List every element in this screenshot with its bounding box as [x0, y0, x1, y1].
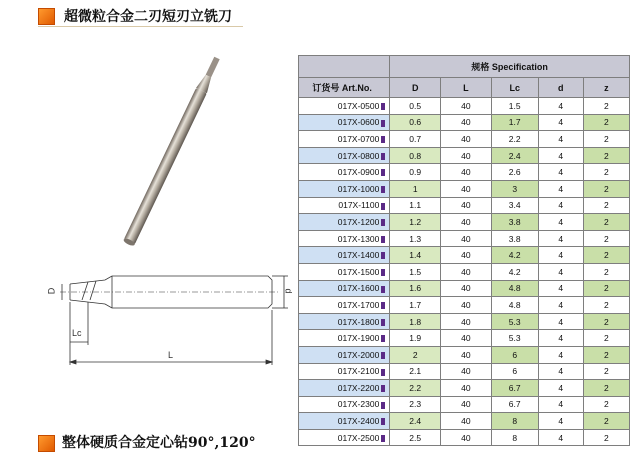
- art-no-text: 017X-0600: [337, 117, 380, 128]
- table-cell: 0.6: [390, 114, 441, 131]
- table-cell: 4: [538, 147, 583, 164]
- table-cell: 2: [583, 363, 629, 380]
- table-row: [299, 247, 630, 264]
- table-cell: 1.4: [390, 247, 441, 264]
- marker-icon: [381, 402, 385, 409]
- table-row: [299, 297, 630, 314]
- marker-icon: [381, 302, 385, 309]
- table-cell: 2.3: [390, 396, 441, 413]
- art-no-cell: [299, 413, 390, 430]
- table-row: [299, 230, 630, 247]
- table-row: [299, 313, 630, 330]
- table-cell: 4: [538, 396, 583, 413]
- marker-icon: [381, 385, 385, 392]
- page-title: 超微粒合金二刃短刃立铣刀: [64, 9, 232, 25]
- table-cell: 6: [491, 363, 538, 380]
- art-no-cell: [299, 297, 390, 314]
- table-cell: 4.2: [491, 263, 538, 280]
- art-no-cell: [299, 164, 390, 181]
- table-cell: 4: [538, 263, 583, 280]
- art-no-text: 017X-1300: [337, 233, 380, 244]
- dim-label-D: D: [46, 287, 57, 295]
- dim-label-d: d: [283, 288, 294, 294]
- table-cell: 4: [538, 330, 583, 347]
- table-cell: 2: [583, 180, 629, 197]
- table-cell: 2.4: [491, 147, 538, 164]
- table-cell: 4: [538, 297, 583, 314]
- art-no-text: 017X-2300: [337, 399, 380, 410]
- table-cell: 2: [583, 147, 629, 164]
- table-cell: 40: [441, 330, 491, 347]
- table-cell: 8: [491, 429, 538, 446]
- art-no-text: 017X-0700: [337, 133, 380, 144]
- art-no-text: 017X-0900: [337, 167, 380, 178]
- table-cell: 40: [441, 396, 491, 413]
- table-cell: 1: [390, 180, 441, 197]
- art-no-text: 017X-0800: [337, 150, 380, 161]
- marker-icon: [381, 219, 385, 226]
- marker-icon: [381, 203, 385, 210]
- art-no-text: 017X-2200: [337, 382, 380, 393]
- table-cell: 4: [538, 214, 583, 231]
- dim-label-L: L: [168, 350, 174, 360]
- table-cell: 4: [538, 413, 583, 430]
- spec-header: 规格 Specification: [390, 56, 630, 78]
- table-cell: 6.7: [491, 380, 538, 397]
- spec-table: [298, 55, 630, 446]
- table-cell: 4: [538, 346, 583, 363]
- table-cell: 4: [538, 114, 583, 131]
- table-cell: 2: [583, 131, 629, 148]
- table-cell: 2.2: [390, 380, 441, 397]
- art-no-text: 017X-0500: [337, 100, 380, 111]
- art-no-cell: [299, 98, 390, 115]
- table-cell: 40: [441, 280, 491, 297]
- table-cell: 6.7: [491, 396, 538, 413]
- art-no-cell: [299, 247, 390, 264]
- end-mill-tip: [206, 57, 220, 78]
- col-header-D: D: [390, 78, 441, 98]
- table-cell: 40: [441, 230, 491, 247]
- technical-drawing: [60, 276, 288, 365]
- art-no-text: 017X-2100: [337, 366, 380, 377]
- table-cell: 40: [441, 147, 491, 164]
- section-bullet-icon-2: [38, 435, 55, 452]
- table-cell: 1.1: [390, 197, 441, 214]
- art-no-cell: [299, 363, 390, 380]
- art-no-cell: [299, 346, 390, 363]
- art-no-cell: [299, 114, 390, 131]
- table-cell: 2: [583, 247, 629, 264]
- table-cell: 4.8: [491, 280, 538, 297]
- table-cell: 1.5: [390, 263, 441, 280]
- table-cell: 2: [583, 413, 629, 430]
- marker-icon: [381, 269, 385, 276]
- art-no-text: 017X-2000: [337, 349, 380, 360]
- art-no-cell: [299, 330, 390, 347]
- table-cell: 1.8: [390, 313, 441, 330]
- table-row: [299, 380, 630, 397]
- col-header-Lc: Lc: [491, 78, 538, 98]
- table-cell: 40: [441, 214, 491, 231]
- table-cell: 2: [583, 98, 629, 115]
- table-row: [299, 396, 630, 413]
- table-row: [299, 164, 630, 181]
- art-no-cell: [299, 396, 390, 413]
- marker-icon: [381, 103, 385, 110]
- art-no-cell: [299, 214, 390, 231]
- table-cell: 4: [538, 230, 583, 247]
- table-cell: 40: [441, 363, 491, 380]
- table-cell: 2: [583, 380, 629, 397]
- table-cell: 4: [538, 429, 583, 446]
- marker-icon: [381, 186, 385, 193]
- table-cell: 4: [538, 197, 583, 214]
- spec-header-empty: [299, 56, 390, 78]
- art-no-text: 017X-1000: [337, 183, 380, 194]
- table-cell: 40: [441, 263, 491, 280]
- table-cell: 40: [441, 380, 491, 397]
- col-header-d: d: [538, 78, 583, 98]
- table-cell: 3.8: [491, 214, 538, 231]
- table-cell: 5.3: [491, 313, 538, 330]
- art-no-cell: [299, 230, 390, 247]
- table-cell: 1.9: [390, 330, 441, 347]
- table-cell: 2: [583, 214, 629, 231]
- table-row: [299, 147, 630, 164]
- art-no-cell: [299, 147, 390, 164]
- marker-icon: [381, 252, 385, 259]
- table-cell: 40: [441, 346, 491, 363]
- table-cell: 40: [441, 247, 491, 264]
- table-row: [299, 429, 630, 446]
- table-cell: 2: [583, 330, 629, 347]
- table-cell: 1.2: [390, 214, 441, 231]
- table-cell: 40: [441, 297, 491, 314]
- table-cell: 2: [583, 396, 629, 413]
- table-row: [299, 330, 630, 347]
- table-cell: 2.4: [390, 413, 441, 430]
- table-cell: 2: [583, 114, 629, 131]
- table-row: [299, 114, 630, 131]
- art-no-text: 017X-1500: [337, 266, 380, 277]
- table-cell: 3.4: [491, 197, 538, 214]
- table-cell: 4: [538, 363, 583, 380]
- art-no-text: 017X-1100: [338, 200, 380, 211]
- table-cell: 8: [491, 413, 538, 430]
- table-cell: 2.5: [390, 429, 441, 446]
- table-cell: 40: [441, 429, 491, 446]
- table-cell: 40: [441, 131, 491, 148]
- table-cell: 4: [538, 131, 583, 148]
- marker-icon: [381, 286, 385, 293]
- table-cell: 0.7: [390, 131, 441, 148]
- dim-label-Lc: Lc: [72, 328, 82, 338]
- end-mill-shank: [124, 88, 207, 245]
- artno-header: 订货号 Art.No.: [299, 78, 390, 98]
- art-no-text: 017X-1700: [337, 299, 380, 310]
- table-cell: 2: [583, 429, 629, 446]
- table-cell: 4: [538, 380, 583, 397]
- marker-icon: [381, 236, 385, 243]
- art-no-text: 017X-2400: [337, 416, 380, 427]
- table-cell: 0.5: [390, 98, 441, 115]
- art-no-text: 017X-1200: [337, 216, 380, 227]
- col-header-z: z: [583, 78, 629, 98]
- table-cell: 2: [583, 297, 629, 314]
- table-cell: 4: [538, 98, 583, 115]
- table-cell: 4: [538, 247, 583, 264]
- table-cell: 2: [390, 346, 441, 363]
- table-cell: 4.2: [491, 247, 538, 264]
- table-cell: 2: [583, 197, 629, 214]
- table-cell: 2.1: [390, 363, 441, 380]
- table-cell: 2: [583, 313, 629, 330]
- table-cell: 3: [491, 180, 538, 197]
- table-row: [299, 280, 630, 297]
- table-cell: 40: [441, 313, 491, 330]
- col-header-L: L: [441, 78, 491, 98]
- table-cell: 1.6: [390, 280, 441, 297]
- table-cell: 1.7: [390, 297, 441, 314]
- table-cell: 40: [441, 164, 491, 181]
- table-cell: 4.8: [491, 297, 538, 314]
- end-mill-photo: [123, 55, 223, 247]
- art-no-cell: [299, 280, 390, 297]
- art-no-cell: [299, 429, 390, 446]
- section-title: 整体硬质合金定心钻90°,120°: [62, 435, 256, 451]
- art-no-cell: [299, 180, 390, 197]
- art-no-cell: [299, 313, 390, 330]
- table-cell: 1.7: [491, 114, 538, 131]
- art-no-text: 017X-1600: [337, 283, 380, 294]
- table-row: [299, 263, 630, 280]
- table-cell: 2: [583, 164, 629, 181]
- marker-icon: [381, 153, 385, 160]
- art-no-cell: [299, 131, 390, 148]
- marker-icon: [381, 435, 385, 442]
- table-cell: 40: [441, 114, 491, 131]
- art-no-cell: [299, 197, 390, 214]
- table-row: [299, 413, 630, 430]
- marker-icon: [381, 169, 385, 176]
- marker-icon: [381, 120, 385, 127]
- table-cell: 0.8: [390, 147, 441, 164]
- table-row: [299, 131, 630, 148]
- marker-icon: [381, 136, 385, 143]
- table-cell: 1.5: [491, 98, 538, 115]
- table-cell: 2.6: [491, 164, 538, 181]
- spec-table-body: [299, 98, 630, 446]
- table-row: [299, 346, 630, 363]
- table-cell: 1.3: [390, 230, 441, 247]
- marker-icon: [381, 319, 385, 326]
- table-cell: 2.2: [491, 131, 538, 148]
- table-cell: 0.9: [390, 164, 441, 181]
- art-no-text: 017X-1900: [337, 333, 380, 344]
- table-cell: 6: [491, 346, 538, 363]
- art-no-text: 017X-1800: [337, 316, 380, 327]
- table-cell: 2: [583, 230, 629, 247]
- table-cell: 40: [441, 197, 491, 214]
- tool-illustration: [0, 0, 300, 467]
- marker-icon: [381, 352, 385, 359]
- table-cell: 4: [538, 280, 583, 297]
- table-row: [299, 363, 630, 380]
- table-cell: 2: [583, 346, 629, 363]
- table-cell: 4: [538, 180, 583, 197]
- marker-icon: [381, 369, 385, 376]
- table-cell: 40: [441, 180, 491, 197]
- table-cell: 40: [441, 413, 491, 430]
- table-cell: 4: [538, 313, 583, 330]
- table-row: [299, 180, 630, 197]
- marker-icon: [381, 418, 385, 425]
- art-no-cell: [299, 263, 390, 280]
- table-cell: 2: [583, 280, 629, 297]
- table-cell: 2: [583, 263, 629, 280]
- table-cell: 3.8: [491, 230, 538, 247]
- table-row: [299, 197, 630, 214]
- art-no-cell: [299, 380, 390, 397]
- art-no-text: 017X-1400: [337, 250, 380, 261]
- art-no-text: 017X-2500: [337, 432, 380, 443]
- table-row: [299, 214, 630, 231]
- table-cell: 40: [441, 98, 491, 115]
- marker-icon: [381, 335, 385, 342]
- table-cell: 4: [538, 164, 583, 181]
- table-cell: 5.3: [491, 330, 538, 347]
- table-row: [299, 98, 630, 115]
